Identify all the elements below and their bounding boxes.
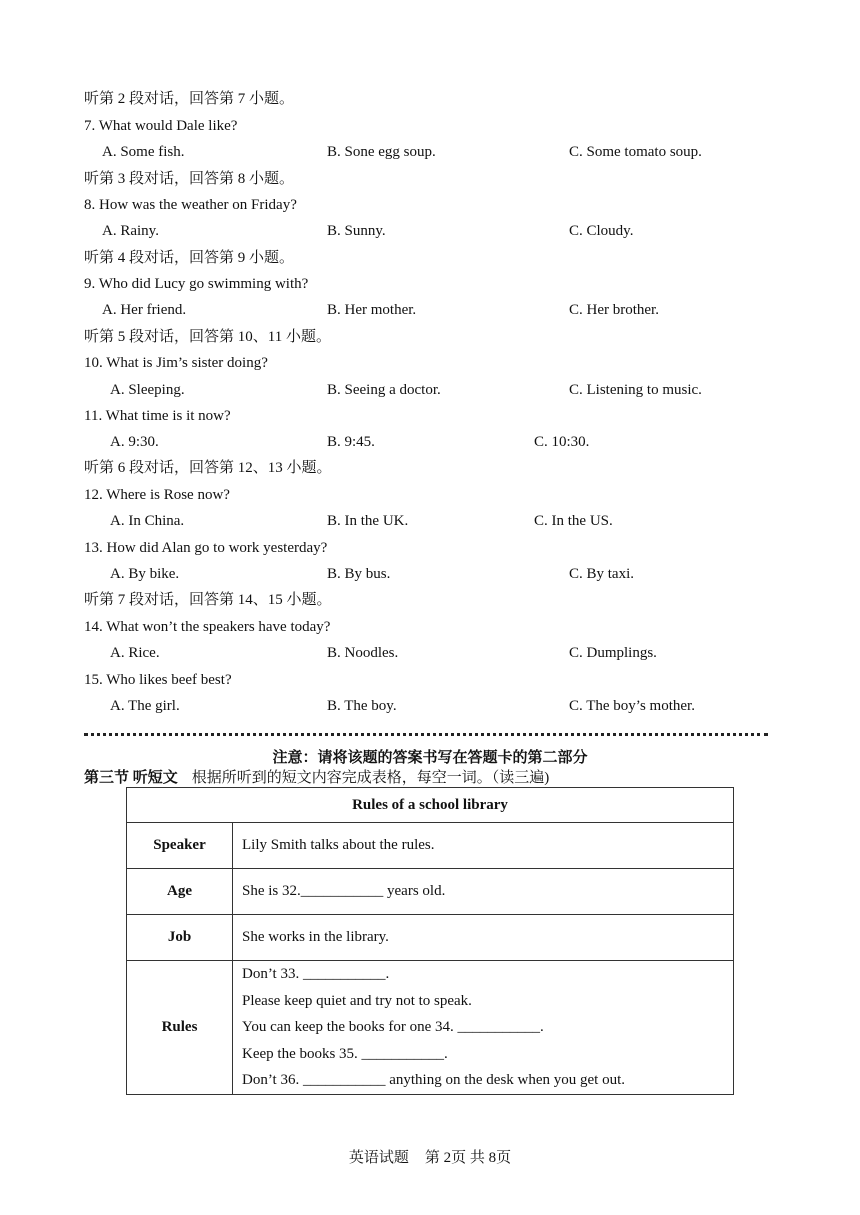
instruction-dialogue-3: 听第 3 段对话，回答第 8 小题。 [84,171,295,187]
option-c: C. In the US. [534,513,613,529]
option-c: C. 10:30. [534,434,590,450]
row-value-job: She works in the library. [233,915,734,961]
question-11-options [0,432,860,452]
row-value-age: She is 32.___________ years old. [233,869,734,915]
question-15-options [0,696,860,716]
option-c: C. By taxi. [569,566,635,582]
option-a: A. By bike. [110,566,180,582]
rule-line: Don’t 33. ___________. [242,966,390,982]
table-row [127,869,734,915]
question-11: 11. What time is it now? [84,408,231,424]
option-b: B. Seeing a doctor. [327,382,441,398]
rule-line: Please keep quiet and try not to speak. [242,992,472,1009]
question-10: 10. What is Jim’s sister doing? [84,355,268,371]
table-title: Rules of a school library [127,788,734,823]
instruction-dialogue-6: 听第 6 段对话，回答第 12、13 小题。 [84,460,332,476]
instruction-dialogue-5: 听第 5 段对话，回答第 10、11 小题。 [84,329,331,345]
question-9: 9. Who did Lucy go swimming with? [84,276,309,292]
table-row [127,823,734,869]
section-3-heading: 第三节 听短文 [84,770,178,786]
row-value-rules [233,961,734,1095]
option-a: A. Rice. [110,645,160,661]
page-footer [0,1148,860,1168]
option-a: A. Sleeping. [110,382,185,398]
row-label-speaker: Speaker [127,823,233,869]
row-label-job: Job [127,915,233,961]
instruction-dialogue-7: 听第 7 段对话，回答第 14、15 小题。 [84,592,332,608]
question-7: 7. What would Dale like? [84,118,238,134]
question-14-options [0,643,860,663]
section-3-header [84,768,549,788]
rule-line: Don’t 36. ___________ anything on the desk when you get out. [242,1072,626,1088]
question-13-options [0,564,860,584]
question-8: 8. How was the weather on Friday? [84,197,297,213]
footer-subject: 英语试题 [348,1150,409,1166]
option-a: A. 9:30. [110,434,159,450]
option-a: A. In China. [110,513,185,529]
rule-line: Keep the books 35. ___________. [242,1045,448,1062]
option-c: C. Her brother. [569,302,659,318]
rules-table [126,787,734,1095]
dotted-divider [84,733,768,736]
option-b: B. By bus. [327,566,391,582]
option-c: C. Cloudy. [569,223,634,239]
option-b: B. Sone egg soup. [327,144,436,160]
question-10-options [0,380,860,400]
option-c: C. Listening to music. [569,382,702,398]
footer-page-number: 第 2页 共 8页 [424,1150,512,1166]
option-b: B. The boy. [327,698,397,714]
instruction-dialogue-2: 听第 2 段对话，回答第 7 小题。 [84,91,295,107]
option-a: A. Some fish. [102,144,185,160]
question-7-options [0,142,860,162]
option-b: B. 9:45. [327,434,375,450]
row-label-rules: Rules [127,961,233,1095]
question-12-options [0,511,860,531]
option-c: C. Dumplings. [569,645,657,661]
option-c: C. Some tomato soup. [569,144,702,160]
option-c: C. The boy’s mother. [569,698,695,714]
option-a: A. Her friend. [102,302,187,318]
question-14: 14. What won’t the speakers have today? [84,619,331,635]
rule-line: You can keep the books for one 34. ___________. [242,1019,544,1035]
question-8-options [0,221,860,241]
option-a: A. Rainy. [102,223,159,239]
instruction-dialogue-4: 听第 4 段对话，回答第 9 小题。 [84,250,295,266]
row-label-age: Age [127,869,233,915]
question-13: 13. How did Alan go to work yesterday? [84,540,328,556]
option-b: B. Her mother. [327,302,417,318]
question-9-options [0,300,860,320]
option-a: A. The girl. [110,698,180,714]
option-b: B. Noodles. [327,645,399,661]
table-row [127,961,734,1095]
question-12: 12. Where is Rose now? [84,487,230,503]
option-b: B. Sunny. [327,223,386,239]
answer-notice: 注意：请将该题的答案书写在答题卡的第二部分 [272,750,588,766]
section-3-instruction: 根据所听到的短文内容完成表格，每空一词。（读三遍) [191,770,550,786]
table-row [127,915,734,961]
row-value-speaker: Lily Smith talks about the rules. [233,823,734,869]
option-b: B. In the UK. [327,513,409,529]
question-15: 15. Who likes beef best? [84,672,232,688]
